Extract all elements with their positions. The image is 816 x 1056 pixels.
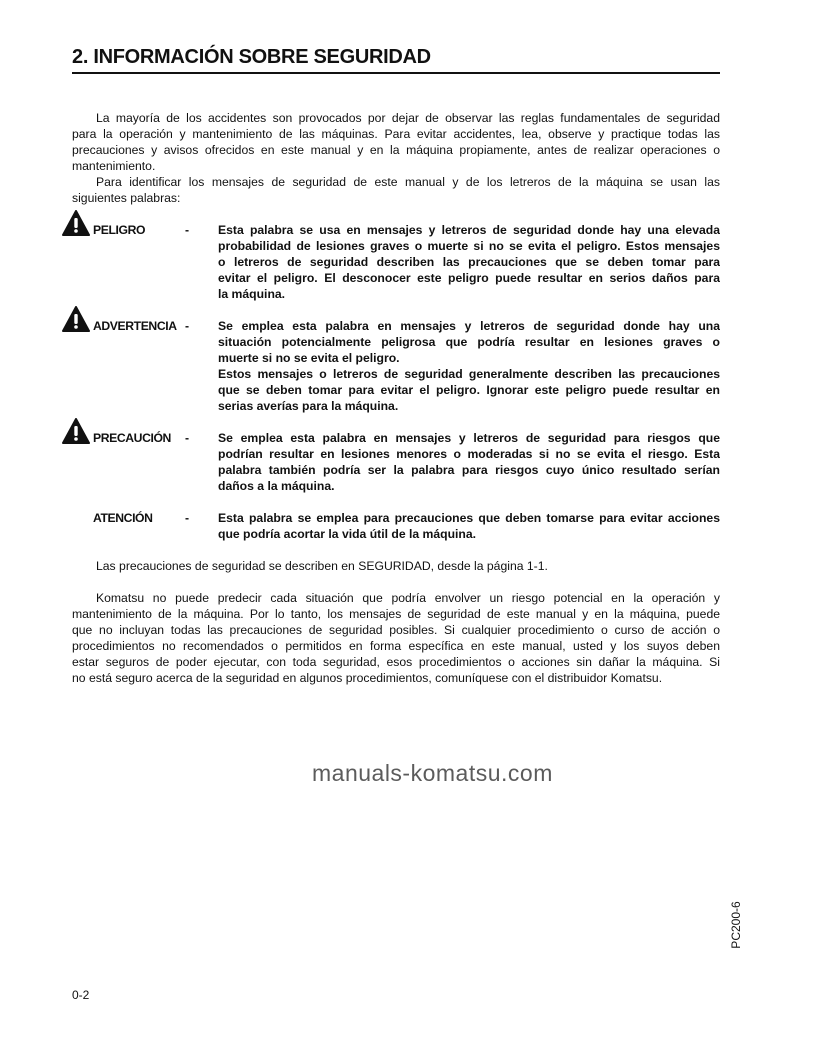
warning-triangle-icon	[62, 210, 90, 236]
text-line: Las precauciones de seguridad se describen en SEGURIDAD, desde la página 1-1.	[96, 559, 548, 573]
text-line: serias averías para la máquina.	[218, 399, 399, 413]
text-line: mantenimiento.	[72, 159, 156, 173]
outro-paragraph-1	[72, 558, 720, 574]
signal-word-label: PELIGRO	[93, 223, 146, 237]
text-line: Se emplea esta palabra en mensajes y letreros de seguridad para riesgos que	[218, 431, 720, 445]
signal-word-description	[218, 318, 720, 414]
watermark: manuals-komatsu.com	[312, 760, 553, 786]
text-line: evitar el peligro. El desconocer este peligro puede resultar en serios daños para	[218, 271, 720, 285]
warning-triangle-icon	[62, 306, 90, 332]
text-line: no está seguro acerca de la seguridad en algunos procedimientos, comuníquese con el distribuidor Komatsu.	[72, 671, 663, 685]
signal-word-dash: -	[185, 319, 190, 333]
text-line: situación potencialmente peligrosa que podría resultar en lesiones graves o	[218, 335, 720, 349]
signal-word-description	[218, 430, 720, 494]
text-line: podrían resultar en lesiones menores o moderadas si no se evita el riesgo. Esta	[218, 447, 720, 461]
model-number: PC200-6	[729, 901, 743, 949]
signal-word-label: ADVERTENCIA	[93, 319, 177, 333]
text-line: Para identificar los mensajes de seguridad de este manual y de los letreros de la máquina se usan las	[96, 175, 720, 189]
signal-word-dash: -	[185, 511, 190, 525]
signal-word-label: PRECAUCIÓN	[93, 431, 171, 445]
text-line: para la operación y mantenimiento de las máquinas. Para evitar accidentes, lea, observe y practique todas las	[72, 127, 720, 141]
intro-paragraph-1	[72, 110, 720, 174]
text-line: probabilidad de lesiones graves o muerte si no se evita el peligro. Estos mensajes	[218, 239, 720, 253]
signal-word-description	[218, 222, 720, 302]
text-line: Esta palabra se usa en mensajes y letreros de seguridad donde hay una elevada	[218, 223, 720, 237]
text-line: daños a la máquina.	[218, 479, 335, 493]
text-line: que podría acortar la vida útil de la máquina.	[218, 527, 477, 541]
page-number: 0-2	[72, 988, 90, 1002]
text-line: Estos mensajes o letreros de seguridad generalmente describen las precauciones	[218, 367, 720, 381]
title-divider	[72, 72, 720, 74]
text-line: palabra también podría ser la palabra para riesgos cuyo único resultado serían	[218, 463, 720, 477]
text-line: procedimientos no recomendados o permitidos en forma específica en este manual, usted y los suyos deben	[72, 639, 720, 653]
text-line: Esta palabra se emplea para precauciones que deben tomarse para evitar acciones	[218, 511, 720, 525]
page-title: 2. INFORMACIÓN SOBRE SEGURIDAD	[72, 46, 431, 68]
text-line: que no incluyan todas las precauciones de seguridad posibles. Si cualquier procedimiento o curso de acción o	[72, 623, 720, 637]
text-line: estar seguros de poder ejecutar, con toda seguridad, esos procedimientos o acciones sin dañar la máquina. Si	[72, 655, 720, 669]
warning-triangle-icon	[62, 418, 90, 444]
text-line: muerte si no se evita el peligro.	[218, 351, 400, 365]
signal-word-label: ATENCIÓN	[93, 511, 153, 525]
text-line: siguientes palabras:	[72, 191, 181, 205]
text-line: Komatsu no puede predecir cada situación que podría envolver un riesgo potencial en la operación y	[96, 591, 720, 605]
text-line: La mayoría de los accidentes son provocados por dejar de observar las reglas fundamentales de seguridad	[96, 111, 720, 125]
text-line: o letreros de seguridad describen las precauciones que se deben tomar para	[218, 255, 720, 269]
signal-word-dash: -	[185, 223, 190, 237]
text-line: mantenimiento de la máquina. Por lo tanto, los mensajes de seguridad de este manual y en la máquina, puede	[72, 607, 720, 621]
text-line: Se emplea esta palabra en mensajes y letreros de seguridad donde hay una	[218, 319, 720, 333]
text-line: precauciones y avisos ofrecidos en este manual y en la máquina propiamente, antes de realizar operaciones o	[72, 143, 720, 157]
text-line: la máquina.	[218, 287, 286, 301]
text-line: que se deben tomar para evitar el peligro. Ignorar este peligro puede resultar en	[218, 383, 720, 397]
signal-word-description	[218, 510, 720, 542]
outro-paragraph-2	[72, 590, 720, 686]
signal-word-dash: -	[185, 431, 190, 445]
intro-paragraph-2	[72, 174, 720, 206]
